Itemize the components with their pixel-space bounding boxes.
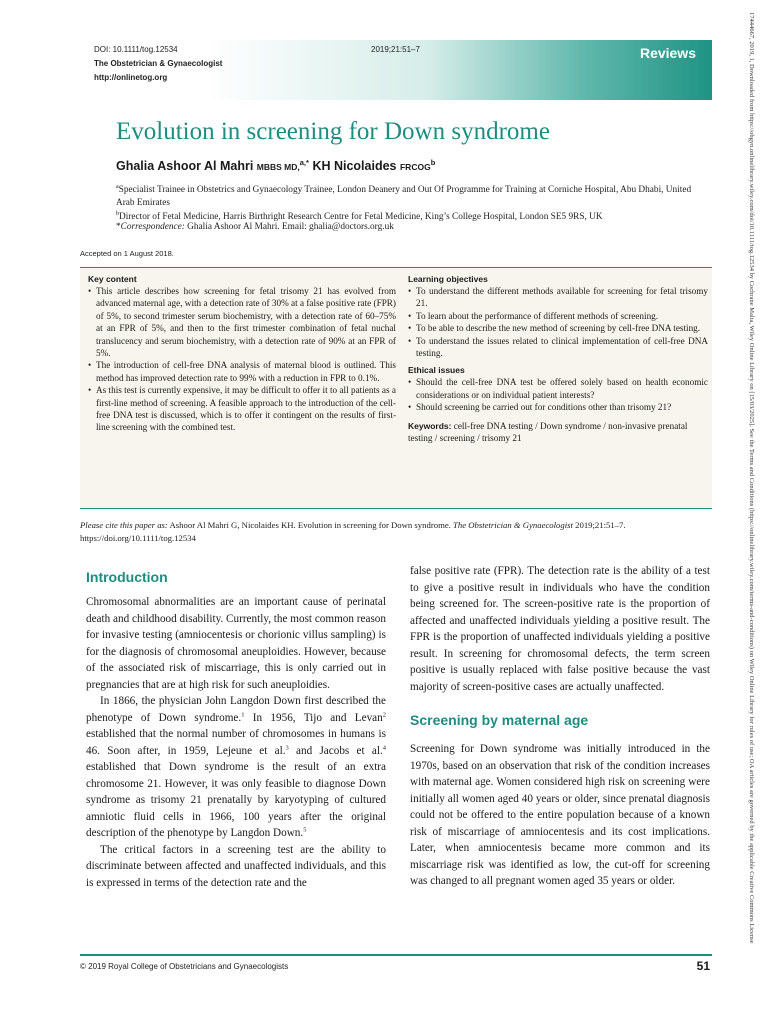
reference-mark[interactable]: 1 <box>241 710 245 718</box>
affiliation-mark: b <box>116 211 119 217</box>
author-name: Ghalia Ashoor Al Mahri <box>116 159 254 174</box>
section-label: Reviews <box>639 45 696 61</box>
list-item: • Should screening be carried out for conditions other than trisomy 21? <box>408 401 708 413</box>
journal-name: The Obstetrician & Gynaecologist <box>94 59 223 68</box>
section-heading-introduction: Introduction <box>86 569 168 585</box>
doi: DOI: 10.1111/tog.12534 <box>94 45 178 54</box>
list-item: • Should the cell-free DNA test be offered solely based on health economic considerations or on individual patient interests? <box>408 376 708 401</box>
citation-note: Please cite this paper as: Ashoor Al Mahri G, Nicolaides KH. Evolution in screening for Down syndrome. The Obstetrician & Gynaecologist 2019;21:51–7. https://doi.org/10.1111/tog.12534 <box>80 520 626 543</box>
reference-mark[interactable]: 5 <box>303 826 307 834</box>
paragraph: In 1866, the physician John Langdon Down first described the phenotype of Down syndrome.$^1$ In 1956, Tijo and Levan$^2$ established that the normal number of chromosomes in humans is 46. Soon after, in 1959, Lejeune et al.$^3$ and Jacobs et al.$^4$ established that Down syndrome is the result of an extra chromosome 21. However, it was only feasible to diagnose Down syndrome as trisomy 21 prenatally by karyotyping of cultured amniotic fluid cells in 1966, 100 years after the original description of the phenotype by Langdon Down.$^5$ <box>86 695 386 839</box>
learning-objectives-list <box>408 285 708 359</box>
paragraph: Chromosomal abnormalities are an important cause of perinatal death and childhood disability. Currently, the most common reason for invasive testing (amniocentesis or chorionic villus sampling) is for the diagnosis of chromosomal aneuploidies. However, because of the associated risk of miscarriage, this is only carried out in pregnancies that are at high risk for such aneuploidies. <box>86 596 386 691</box>
key-content-box <box>80 267 712 509</box>
list-item: • To learn about the performance of different methods of screening. <box>408 310 708 322</box>
paragraph: The critical factors in a screening test are the ability to discriminate between affected and unaffected individuals, and this is expressed in terms of the detection rate and the <box>86 843 386 889</box>
section-heading-maternal-age: Screening by maternal age <box>410 712 589 728</box>
volume-info: 2019;21:51–7 <box>371 45 420 54</box>
affiliation-mark: a <box>116 184 119 190</box>
body-column-right <box>410 563 710 890</box>
footer-rule <box>80 954 712 956</box>
learning-objectives-heading: Learning objectives <box>408 274 488 284</box>
keywords-list: cell-free DNA testing / Down syndrome / non-invasive prenatal testing / screening / trisomy 21 <box>408 420 688 444</box>
keywords-label: Keywords: <box>408 420 452 431</box>
article-title: Evolution in screening for Down syndrome <box>116 118 550 145</box>
reference-mark[interactable]: 3 <box>285 743 289 751</box>
affiliation-a: $^a$Specialist Trainee in Obstetrics and Gynaecology Trainee, London Deanery and Out Of Programme for Training at Corniche Hospital, Abu Dhabi, United Arab Emirates <box>116 184 692 208</box>
ethical-issues-heading: Ethical issues <box>408 365 465 376</box>
author-degree: MBBS MD, <box>256 162 300 173</box>
author-name: KH Nicolaides <box>312 159 397 174</box>
key-content-heading: Key content <box>88 274 137 284</box>
copyright: © 2019 Royal College of Obstetricians and Gynaecologists <box>80 962 289 971</box>
reference-mark[interactable]: 2 <box>382 710 386 718</box>
key-content-column <box>88 268 396 434</box>
reference-mark[interactable]: 4 <box>382 743 386 751</box>
citation-journal: The Obstetrician & Gynaecologist <box>453 520 573 530</box>
journal-url[interactable]: http://onlinetog.org <box>94 73 168 82</box>
list-item: • To understand the issues related to clinical implementation of cell-free DNA testing. <box>408 335 708 360</box>
paragraph: Screening for Down syndrome was initially introduced in the 1970s, based on an observation that risk of the condition increases with maternal age. Women considered high risk on screening were initially all women aged 40 years or older, since prenatal diagnosis could not be offered to the entire population because of a known risk of miscarriage of amniocentesis and its cost implications. Later, when amniocentesis became more common and its miscarriage risk was identified as low, the cut-off for screening was changed to all pregnant women aged 35 years or older. <box>410 743 710 887</box>
body-column-left <box>86 563 386 891</box>
correspondence-email[interactable]: Ghalia Ashoor Al Mahri. Email: ghalia@doctors.org.uk <box>184 222 394 232</box>
list-item: • The introduction of cell-free DNA analysis of maternal blood is outlined. This method has improved detection rate to 99% with a reduction in FPR to 0.1%. <box>88 359 396 384</box>
citation-lead: Please cite this paper as: <box>80 520 168 530</box>
learning-column <box>408 268 708 444</box>
author-affiliation-mark: a,* <box>299 158 309 167</box>
list-item: • To be able to describe the new method of screening by cell-free DNA testing. <box>408 322 708 334</box>
download-side-note: 17444667, 2019, 1, Downloaded from https://obgyn.onlinelibrary.wiley.com/doi/10.1111/tog.12534 by Cochrane Malta, Wiley Online Library on [15/03/2025]. See the Terms and Conditions (https://onlinelibrary.wiley.com/terms-and-conditions) on Wiley Online Library for rules of use; OA articles are governed by the applicable Creative Commons License <box>748 12 755 944</box>
author-affiliation-mark: b <box>430 158 436 167</box>
keywords <box>408 420 708 445</box>
list-item: • This article describes how screening for fetal trisomy 21 has evolved from advanced maternal age, with a detection rate of 30% at a false positive rate (FPR) of 5%, to second trimester serum biochemistry, with a detection rate of 60–75% at an FPR of 5%, and then to the first trimester combination of fetal nuchal translucency and serum biochemistry, with a detection rate of 90% at an FPR of 5%. <box>88 285 396 359</box>
author-line <box>116 158 435 173</box>
correspondence: *Correspondence: Ghalia Ashoor Al Mahri. Email: ghalia@doctors.org.uk <box>116 222 394 232</box>
correspondence-label: Correspondence: <box>120 222 185 232</box>
accepted-date: Accepted on 1 August 2018. <box>80 249 174 258</box>
list-item: • To understand the different methods available for screening for fetal trisomy 21. <box>408 285 708 310</box>
paragraph: false positive rate (FPR). The detection rate is the ability of a test to give a positive result in individuals who have the condition being screened for. The screen-positive rate is the proportion of affected and unaffected individuals yielding a positive result. The FPR is the proportion of unaffected individuals yielding a positive result. In screening for chromosomal defects, the term screen positive is usually replaced with false positive because the vast majority of screen-positive cases are actually unaffected. <box>410 565 710 693</box>
citation-doi[interactable]: 2019;21:51–7. https://doi.org/10.1111/tog.12534 <box>80 520 626 543</box>
affiliation-b: $^b$Director of Fetal Medicine, Harris Birthright Research Centre for Fetal Medicine, King’s College Hospital, London SE5 9RS, UK <box>116 211 603 223</box>
ethical-issues-list <box>408 376 708 413</box>
list-item: • As this test is currently expensive, it may be difficult to offer it to all patients as a first-line method of screening. A feasible approach to the introduction of the cell-free DNA test is discussed, which is to offer it contingent on the results of first-line screening with the combined test. <box>88 384 396 434</box>
page-number: 51 <box>696 959 710 973</box>
key-content-list <box>88 285 396 434</box>
author-degree: FRCOG <box>399 162 431 173</box>
